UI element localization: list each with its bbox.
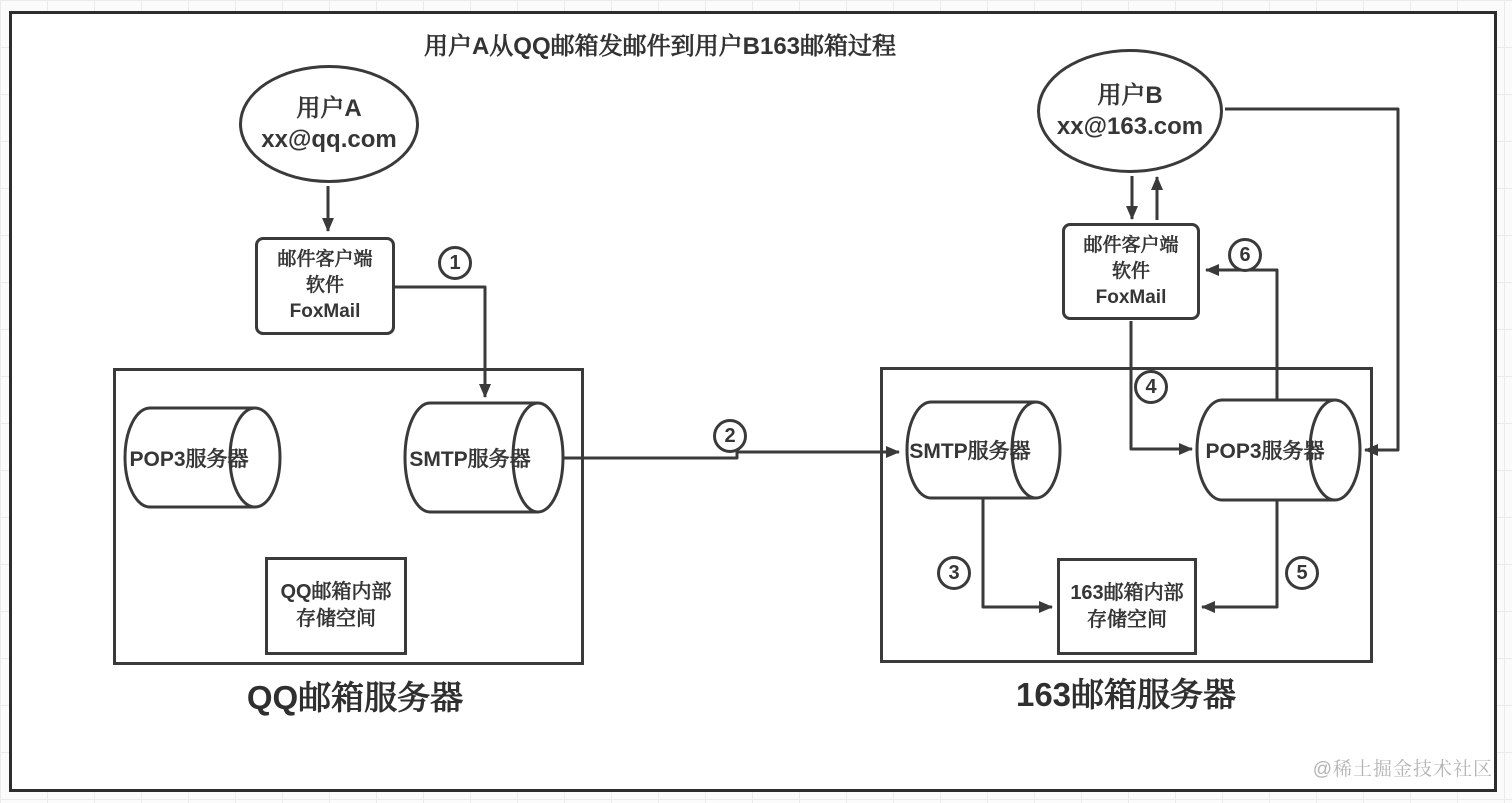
step-4-badge xyxy=(1134,370,1168,404)
qq-storage-line2: 存储空间 xyxy=(296,608,376,630)
qq-server-caption: QQ邮箱服务器 xyxy=(246,679,464,716)
s163-storage-line2: 存储空间 xyxy=(1087,608,1167,631)
watermark: @稀土掘金技术社区 xyxy=(1312,759,1493,780)
step-1-number: 1 xyxy=(449,251,461,274)
diagram-title: 用户A从QQ邮箱发邮件到用户B163邮箱过程 xyxy=(423,33,897,60)
user-a-node xyxy=(239,65,419,183)
s163-smtp-label: SMTP服务器 xyxy=(909,440,1031,463)
step-2-number: 2 xyxy=(724,424,736,447)
foxmail-a-line2: 软件 xyxy=(305,275,344,296)
qq-storage-line1: QQ邮箱内部 xyxy=(280,581,392,603)
foxmail-a-line1: 邮件客户端 xyxy=(277,249,373,270)
step-1-badge xyxy=(438,246,472,280)
step-5-badge xyxy=(1285,556,1319,590)
s163-storage-node xyxy=(1057,558,1197,655)
foxmail-b-line3: FoxMail xyxy=(1095,286,1167,308)
user-b-email: xx@163.com xyxy=(1056,113,1204,140)
step-3-badge xyxy=(937,556,971,590)
foxmail-a-node xyxy=(255,237,395,335)
step-3-number: 3 xyxy=(948,561,960,584)
qq-storage-node xyxy=(265,557,407,655)
s163-pop3-label: POP3服务器 xyxy=(1205,440,1325,463)
step-6-number: 6 xyxy=(1239,243,1251,266)
step-5-number: 5 xyxy=(1296,561,1308,584)
foxmail-a-line3: FoxMail xyxy=(289,301,361,322)
foxmail-b-line2: 软件 xyxy=(1111,260,1150,282)
user-a-email: xx@qq.com xyxy=(261,126,397,153)
s163-storage-line1: 163邮箱内部 xyxy=(1070,581,1184,604)
step-2-badge xyxy=(713,419,747,453)
step-4-number: 4 xyxy=(1145,375,1157,398)
user-b-node xyxy=(1037,49,1223,173)
s163-server-caption: 163邮箱服务器 xyxy=(1015,676,1237,713)
user-a-name: 用户A xyxy=(296,95,362,122)
foxmail-b-line1: 邮件客户端 xyxy=(1083,234,1179,256)
qq-pop3-label: POP3服务器 xyxy=(129,447,249,471)
user-b-name: 用户B xyxy=(1097,82,1163,109)
qq-smtp-label: SMTP服务器 xyxy=(409,447,531,471)
foxmail-b-node xyxy=(1062,223,1200,320)
step-6-badge xyxy=(1228,238,1262,272)
